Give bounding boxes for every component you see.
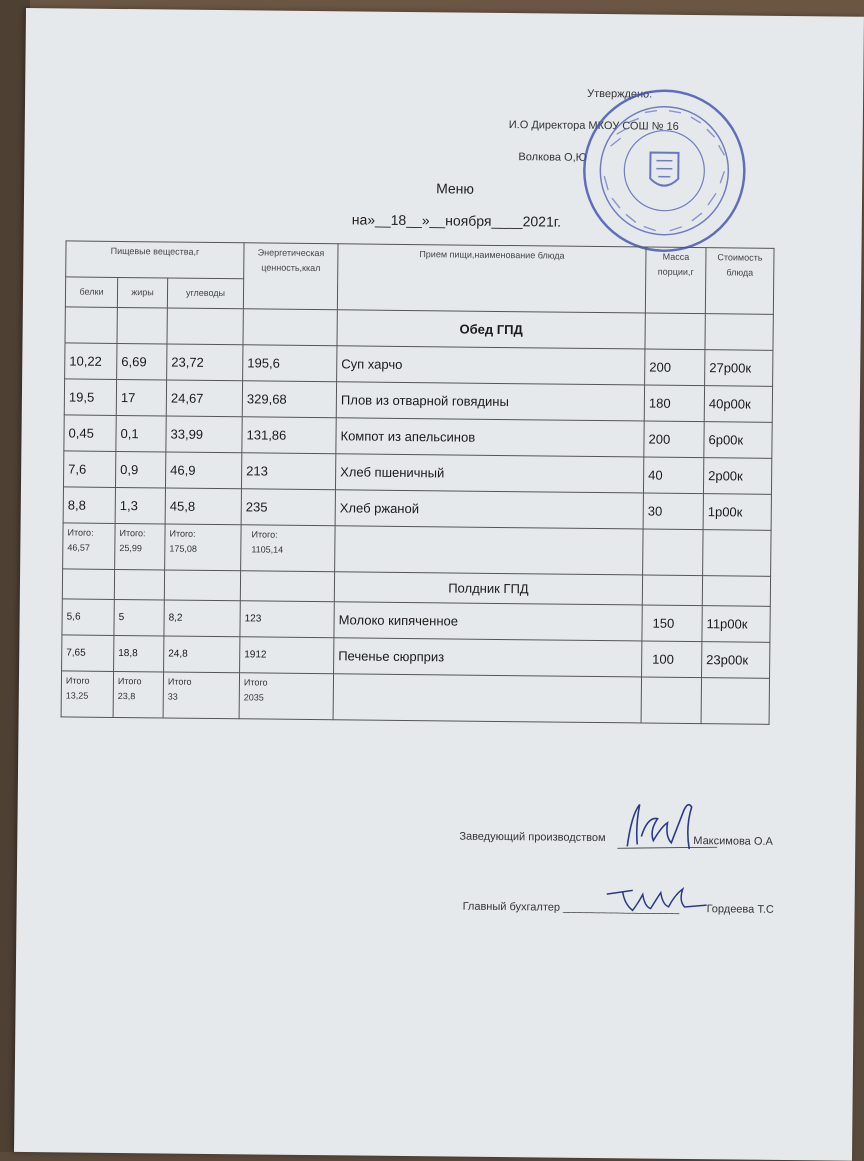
cell-mass: 180 — [644, 385, 704, 422]
document-date: на»__18__»__ноября____2021г. — [351, 211, 562, 230]
cell-dish: Хлеб пшеничный — [335, 454, 643, 493]
cell-fats: 6,69 — [117, 343, 167, 380]
total-label: Итого — [117, 676, 142, 687]
cell-proteins: 7,65 — [62, 635, 114, 672]
accountant-label: Главный бухгалтер ___________________ — [462, 900, 680, 915]
cell-proteins: 10,22 — [65, 343, 117, 380]
total-label: Итого — [167, 676, 192, 687]
cell-carbs: 33,99 — [166, 416, 242, 453]
total-energy — [241, 525, 335, 572]
cell-fats: 18,8 — [114, 635, 164, 672]
cell-fats: 17 — [116, 379, 166, 416]
total-energy — [239, 673, 333, 720]
cell-cost: 40р00к — [704, 386, 772, 423]
cell-mass: 200 — [644, 421, 704, 458]
accountant-name: Гордеева Т.С — [706, 903, 774, 916]
cell-energy: 195,6 — [243, 345, 337, 382]
total-carbs — [163, 672, 239, 719]
cell-carbs: 8,2 — [164, 600, 240, 637]
cell-mass: 30 — [643, 493, 703, 530]
cell-carbs: 45,8 — [165, 488, 241, 525]
section-title-snack: Полдник ГПД — [334, 572, 642, 605]
header-carbs: углеводы — [167, 278, 243, 309]
head-signature — [617, 796, 718, 857]
total-label: Итого: — [169, 528, 196, 539]
cell-fats: 1,3 — [115, 487, 165, 524]
total-label: Итого — [243, 677, 268, 688]
total-label: Итого: — [119, 528, 146, 539]
total-fats — [115, 523, 165, 570]
header-fats: жиры — [117, 277, 167, 308]
cell-carbs: 24,67 — [166, 380, 242, 417]
cell-energy: 123 — [240, 601, 334, 638]
cell-mass: 40 — [643, 457, 703, 494]
section-title-lunch: Обед ГПД — [337, 310, 645, 349]
header-mass: Масса порции,г — [645, 247, 706, 314]
header-cost: Стоимость блюда — [705, 248, 774, 315]
menu-table — [61, 240, 775, 724]
cell-energy: 329,68 — [242, 381, 336, 418]
total-label: Итого: — [67, 527, 94, 538]
total-value: 175,08 — [169, 543, 197, 555]
cell-cost: 23р00к — [702, 642, 770, 679]
header-nutrients: Пищевые вещества,г — [66, 241, 244, 279]
cell-energy: 235 — [241, 489, 335, 526]
cell-proteins: 0,45 — [64, 415, 116, 452]
cell-dish: Компот из апельсинов — [336, 418, 644, 457]
cell-mass: 200 — [645, 349, 705, 386]
approval-name: Волкова О,Ю — [518, 151, 587, 164]
cell-energy: 131,86 — [242, 417, 336, 454]
cell-dish: Плов из отварной говядины — [336, 382, 644, 421]
header-meal: Прием пищи,наименование блюда — [337, 244, 646, 313]
header-energy: Энергетическая ценность,ккал — [243, 243, 338, 310]
total-fats — [113, 671, 163, 718]
cell-proteins: 19,5 — [64, 379, 116, 416]
cell-cost: 27р00к — [705, 350, 773, 387]
document-title: Меню — [436, 180, 475, 197]
cell-fats: 5 — [114, 599, 164, 636]
cell-cost: 1р00к — [703, 494, 771, 531]
cell-proteins: 7,6 — [63, 451, 115, 488]
cell-dish: Печенье сюрприз — [334, 638, 642, 677]
cell-carbs: 46,9 — [165, 452, 241, 489]
cell-carbs: 23,72 — [167, 344, 243, 381]
total-value: 23,8 — [117, 691, 136, 702]
total-label: Итого: — [251, 529, 278, 540]
total-row — [61, 671, 769, 724]
cell-proteins: 8,8 — [63, 487, 115, 524]
total-value: 46,57 — [67, 542, 90, 553]
cell-mass: 100 — [642, 641, 702, 678]
cell-energy: 213 — [241, 453, 335, 490]
cell-cost: 11р00к — [702, 606, 770, 643]
cell-cost: 2р00к — [703, 458, 771, 495]
total-proteins — [61, 671, 113, 718]
approval-position: И.О Директора МКОУ СОШ № 16 — [508, 119, 679, 133]
menu-document — [14, 8, 864, 1161]
cell-mass: 150 — [642, 605, 702, 642]
total-value: 1105,14 — [251, 544, 284, 556]
header-proteins: белки — [65, 277, 117, 308]
cell-dish: Суп харчо — [337, 346, 645, 385]
total-value: 13,25 — [65, 690, 89, 701]
total-value: 33 — [167, 691, 178, 702]
official-stamp — [579, 86, 749, 256]
total-value: 2035 — [243, 692, 264, 703]
cell-cost: 6р00к — [704, 422, 772, 459]
cell-fats: 0,1 — [116, 415, 166, 452]
cell-fats: 0,9 — [115, 451, 165, 488]
cell-energy: 1912 — [240, 637, 334, 674]
total-label: Итого — [65, 675, 90, 686]
total-row — [63, 523, 771, 576]
cell-carbs: 24,8 — [164, 636, 240, 673]
cell-dish: Молоко кипяченное — [334, 602, 642, 641]
head-signature-label: Заведующий производством — [459, 830, 606, 845]
total-carbs — [165, 524, 241, 571]
head-name: Максимова О.А — [693, 835, 773, 848]
accountant-signature — [602, 880, 712, 921]
cell-dish: Хлеб ржаной — [335, 490, 643, 529]
total-proteins — [63, 523, 115, 570]
cell-proteins: 5,6 — [62, 599, 114, 636]
approval-label: Утверждено: — [587, 87, 653, 101]
total-value: 25,99 — [119, 543, 142, 554]
